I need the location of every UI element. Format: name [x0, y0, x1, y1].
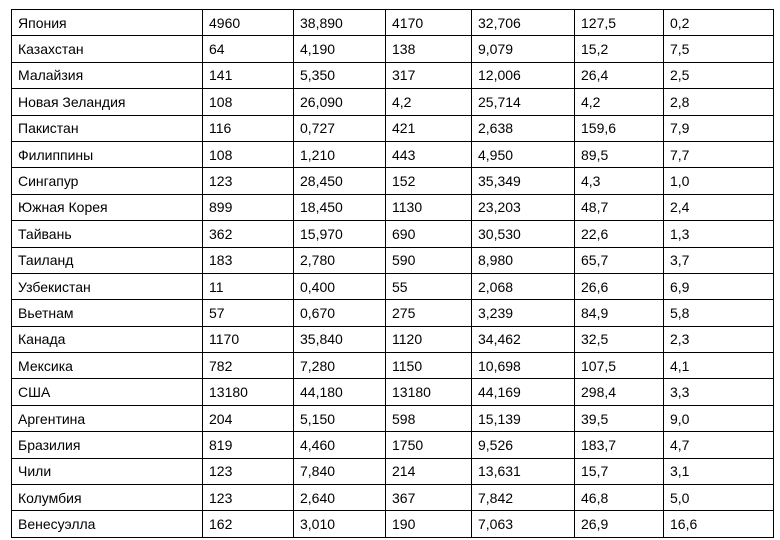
- country-cell: Таиланд: [12, 247, 203, 273]
- table-body: [12, 10, 774, 538]
- value-cell-4: 15,139: [472, 405, 575, 431]
- value-cell-6: 3,1: [664, 458, 774, 484]
- table-row: [12, 405, 774, 431]
- value-cell-5: 298,4: [575, 379, 664, 405]
- table-row: [12, 511, 774, 537]
- value-cell-4: 2,638: [472, 115, 575, 141]
- value-cell-5: 48,7: [575, 194, 664, 220]
- value-cell-4: 35,349: [472, 168, 575, 194]
- table-row: [12, 62, 774, 88]
- value-cell-3: 1130: [386, 194, 472, 220]
- country-cell: Малайзия: [12, 62, 203, 88]
- value-cell-1: 64: [203, 36, 294, 62]
- value-cell-1: 123: [203, 485, 294, 511]
- value-cell-4: 34,462: [472, 326, 575, 352]
- value-cell-1: 183: [203, 247, 294, 273]
- value-cell-4: 4,950: [472, 141, 575, 167]
- value-cell-4: 9,526: [472, 432, 575, 458]
- value-cell-6: 2,5: [664, 62, 774, 88]
- value-cell-6: 2,3: [664, 326, 774, 352]
- value-cell-4: 13,631: [472, 458, 575, 484]
- value-cell-5: 183,7: [575, 432, 664, 458]
- value-cell-3: 214: [386, 458, 472, 484]
- value-cell-5: 46,8: [575, 485, 664, 511]
- value-cell-1: 782: [203, 353, 294, 379]
- value-cell-5: 32,5: [575, 326, 664, 352]
- country-cell: Япония: [12, 10, 203, 36]
- country-cell: Сингапур: [12, 168, 203, 194]
- value-cell-6: 16,6: [664, 511, 774, 537]
- value-cell-1: 204: [203, 405, 294, 431]
- country-cell: Тайвань: [12, 221, 203, 247]
- value-cell-4: 10,698: [472, 353, 575, 379]
- value-cell-2: 0,727: [294, 115, 386, 141]
- value-cell-2: 1,210: [294, 141, 386, 167]
- value-cell-2: 0,400: [294, 273, 386, 299]
- table-row: [12, 353, 774, 379]
- country-cell: Венесуэлла: [12, 511, 203, 537]
- value-cell-2: 7,840: [294, 458, 386, 484]
- value-cell-4: 7,063: [472, 511, 575, 537]
- value-cell-6: 2,4: [664, 194, 774, 220]
- value-cell-3: 421: [386, 115, 472, 141]
- value-cell-2: 28,450: [294, 168, 386, 194]
- table-row: [12, 432, 774, 458]
- table-row: [12, 221, 774, 247]
- value-cell-6: 1,3: [664, 221, 774, 247]
- table-row: [12, 379, 774, 405]
- value-cell-6: 3,7: [664, 247, 774, 273]
- value-cell-5: 89,5: [575, 141, 664, 167]
- value-cell-2: 44,180: [294, 379, 386, 405]
- country-cell: Узбекистан: [12, 273, 203, 299]
- country-cell: Аргентина: [12, 405, 203, 431]
- country-cell: Канада: [12, 326, 203, 352]
- table-row: [12, 168, 774, 194]
- value-cell-2: 0,670: [294, 300, 386, 326]
- value-cell-6: 9,0: [664, 405, 774, 431]
- value-cell-1: 162: [203, 511, 294, 537]
- value-cell-2: 3,010: [294, 511, 386, 537]
- value-cell-4: 12,006: [472, 62, 575, 88]
- value-cell-6: 5,0: [664, 485, 774, 511]
- value-cell-1: 123: [203, 168, 294, 194]
- value-cell-6: 3,3: [664, 379, 774, 405]
- value-cell-1: 899: [203, 194, 294, 220]
- value-cell-5: 159,6: [575, 115, 664, 141]
- value-cell-3: 690: [386, 221, 472, 247]
- value-cell-3: 367: [386, 485, 472, 511]
- value-cell-3: 1120: [386, 326, 472, 352]
- table-row: [12, 247, 774, 273]
- value-cell-5: 4,2: [575, 89, 664, 115]
- value-cell-6: 5,8: [664, 300, 774, 326]
- value-cell-5: 39,5: [575, 405, 664, 431]
- value-cell-1: 1170: [203, 326, 294, 352]
- value-cell-1: 362: [203, 221, 294, 247]
- value-cell-2: 2,640: [294, 485, 386, 511]
- value-cell-1: 11: [203, 273, 294, 299]
- table-row: [12, 485, 774, 511]
- value-cell-6: 7,7: [664, 141, 774, 167]
- country-cell: Колумбия: [12, 485, 203, 511]
- value-cell-3: 590: [386, 247, 472, 273]
- value-cell-2: 4,460: [294, 432, 386, 458]
- value-cell-2: 18,450: [294, 194, 386, 220]
- country-cell: США: [12, 379, 203, 405]
- value-cell-4: 8,980: [472, 247, 575, 273]
- value-cell-3: 55: [386, 273, 472, 299]
- value-cell-6: 4,7: [664, 432, 774, 458]
- value-cell-4: 7,842: [472, 485, 575, 511]
- value-cell-4: 3,239: [472, 300, 575, 326]
- country-cell: Бразилия: [12, 432, 203, 458]
- value-cell-5: 107,5: [575, 353, 664, 379]
- value-cell-5: 84,9: [575, 300, 664, 326]
- value-cell-1: 108: [203, 89, 294, 115]
- value-cell-5: 22,6: [575, 221, 664, 247]
- value-cell-3: 598: [386, 405, 472, 431]
- value-cell-2: 7,280: [294, 353, 386, 379]
- value-cell-5: 65,7: [575, 247, 664, 273]
- country-cell: Вьетнам: [12, 300, 203, 326]
- country-cell: Мексика: [12, 353, 203, 379]
- value-cell-2: 4,190: [294, 36, 386, 62]
- value-cell-3: 1150: [386, 353, 472, 379]
- country-cell: Филиппины: [12, 141, 203, 167]
- value-cell-1: 819: [203, 432, 294, 458]
- value-cell-4: 2,068: [472, 273, 575, 299]
- table-row: [12, 89, 774, 115]
- table-row: [12, 36, 774, 62]
- value-cell-5: 15,7: [575, 458, 664, 484]
- country-cell: Новая Зеландия: [12, 89, 203, 115]
- value-cell-6: 7,9: [664, 115, 774, 141]
- value-cell-5: 15,2: [575, 36, 664, 62]
- table-row: [12, 300, 774, 326]
- table-row: [12, 115, 774, 141]
- value-cell-4: 23,203: [472, 194, 575, 220]
- value-cell-2: 35,840: [294, 326, 386, 352]
- value-cell-1: 57: [203, 300, 294, 326]
- value-cell-6: 1,0: [664, 168, 774, 194]
- value-cell-3: 443: [386, 141, 472, 167]
- value-cell-3: 275: [386, 300, 472, 326]
- value-cell-6: 6,9: [664, 273, 774, 299]
- value-cell-5: 4,3: [575, 168, 664, 194]
- table-row: [12, 194, 774, 220]
- value-cell-1: 13180: [203, 379, 294, 405]
- value-cell-3: 138: [386, 36, 472, 62]
- value-cell-5: 26,4: [575, 62, 664, 88]
- value-cell-4: 9,079: [472, 36, 575, 62]
- value-cell-1: 4960: [203, 10, 294, 36]
- value-cell-2: 2,780: [294, 247, 386, 273]
- value-cell-6: 7,5: [664, 36, 774, 62]
- value-cell-1: 123: [203, 458, 294, 484]
- country-cell: Южная Корея: [12, 194, 203, 220]
- table-row: [12, 10, 774, 36]
- value-cell-4: 32,706: [472, 10, 575, 36]
- country-cell: Чили: [12, 458, 203, 484]
- value-cell-3: 317: [386, 62, 472, 88]
- value-cell-6: 2,8: [664, 89, 774, 115]
- value-cell-3: 4170: [386, 10, 472, 36]
- value-cell-3: 152: [386, 168, 472, 194]
- country-cell: Казахстан: [12, 36, 203, 62]
- value-cell-6: 0,2: [664, 10, 774, 36]
- value-cell-2: 5,350: [294, 62, 386, 88]
- value-cell-5: 127,5: [575, 10, 664, 36]
- value-cell-3: 13180: [386, 379, 472, 405]
- value-cell-3: 4,2: [386, 89, 472, 115]
- value-cell-2: 5,150: [294, 405, 386, 431]
- table-row: [12, 141, 774, 167]
- value-cell-5: 26,6: [575, 273, 664, 299]
- table-row: [12, 458, 774, 484]
- value-cell-6: 4,1: [664, 353, 774, 379]
- value-cell-2: 15,970: [294, 221, 386, 247]
- value-cell-1: 116: [203, 115, 294, 141]
- value-cell-1: 141: [203, 62, 294, 88]
- value-cell-4: 30,530: [472, 221, 575, 247]
- value-cell-2: 26,090: [294, 89, 386, 115]
- value-cell-5: 26,9: [575, 511, 664, 537]
- table-row: [12, 273, 774, 299]
- value-cell-3: 190: [386, 511, 472, 537]
- country-cell: Пакистан: [12, 115, 203, 141]
- country-data-table: [11, 9, 774, 538]
- value-cell-4: 25,714: [472, 89, 575, 115]
- value-cell-1: 108: [203, 141, 294, 167]
- table-row: [12, 326, 774, 352]
- value-cell-4: 44,169: [472, 379, 575, 405]
- value-cell-3: 1750: [386, 432, 472, 458]
- value-cell-2: 38,890: [294, 10, 386, 36]
